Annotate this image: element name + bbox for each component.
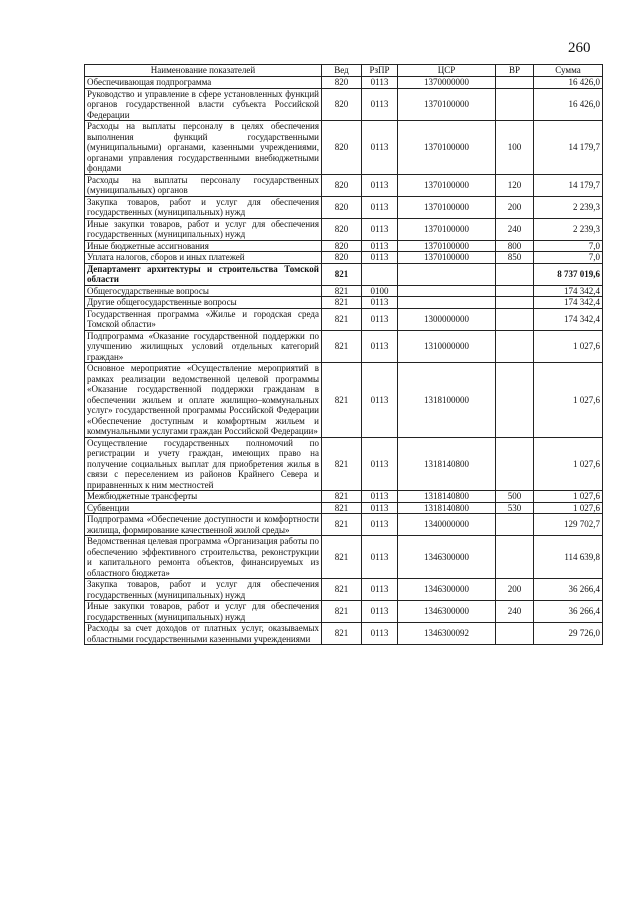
cell-sum: 174 342,4: [534, 285, 603, 297]
cell-sum: 1 027,6: [534, 363, 603, 438]
cell-vr: [496, 514, 534, 536]
cell-csr: 1370100000: [398, 218, 496, 240]
cell-ved: 820: [322, 196, 362, 218]
table-row: [85, 579, 603, 601]
cell-vr: 100: [496, 121, 534, 175]
cell-ved: 821: [322, 437, 362, 491]
cell-sum: 129 702,7: [534, 514, 603, 536]
budget-table: [84, 64, 603, 645]
cell-vr: [496, 330, 534, 363]
table-row: [85, 491, 603, 503]
cell-rzpr: 0113: [362, 297, 398, 309]
cell-vr: [496, 285, 534, 297]
cell-ved: 821: [322, 536, 362, 579]
cell-csr: 1300000000: [398, 308, 496, 330]
cell-sum: 2 239,3: [534, 218, 603, 240]
cell-rzpr: 0113: [362, 218, 398, 240]
table-row: [85, 252, 603, 264]
cell-ved: 821: [322, 285, 362, 297]
cell-rzpr: 0113: [362, 601, 398, 623]
cell-rzpr: 0113: [362, 363, 398, 438]
cell-sum: 1 027,6: [534, 491, 603, 503]
cell-ved: 821: [322, 579, 362, 601]
table-header-row: [85, 65, 603, 77]
cell-ved: 821: [322, 330, 362, 363]
cell-sum: 1 027,6: [534, 330, 603, 363]
cell-ved: 821: [322, 514, 362, 536]
cell-vr: 240: [496, 218, 534, 240]
cell-ved: 821: [322, 297, 362, 309]
cell-sum: 114 639,8: [534, 536, 603, 579]
table-row: [85, 437, 603, 491]
cell-ved: 821: [322, 308, 362, 330]
cell-csr: 1318140800: [398, 491, 496, 503]
cell-csr: 1370100000: [398, 196, 496, 218]
cell-csr: 1318140800: [398, 502, 496, 514]
cell-name: Закупка товаров, работ и услуг для обеспечения государственных (муниципальных) нужд: [85, 579, 322, 601]
table-row: [85, 623, 603, 645]
cell-sum: 14 179,7: [534, 174, 603, 196]
table-row: [85, 536, 603, 579]
table-row: [85, 502, 603, 514]
cell-name: Общегосударственные вопросы: [85, 285, 322, 297]
cell-vr: 500: [496, 491, 534, 503]
cell-rzpr: 0113: [362, 240, 398, 252]
cell-csr: 1318100000: [398, 363, 496, 438]
table-row: [85, 285, 603, 297]
cell-rzpr: 0113: [362, 623, 398, 645]
table-row: [85, 77, 603, 89]
table-row: [85, 121, 603, 175]
cell-name: Подпрограмма «Оказание государственной поддержки по улучшению жилищных условий отдельных категорий граждан»: [85, 330, 322, 363]
cell-sum: 2 239,3: [534, 196, 603, 218]
cell-vr: [496, 363, 534, 438]
cell-ved: 820: [322, 240, 362, 252]
cell-csr: [398, 297, 496, 309]
cell-name: Государственная программа «Жилье и городская среда Томской области»: [85, 308, 322, 330]
cell-ved: 821: [322, 601, 362, 623]
header-rzpr: РзПР: [362, 65, 398, 77]
cell-csr: 1370100000: [398, 88, 496, 121]
cell-ved: 820: [322, 218, 362, 240]
cell-ved: 820: [322, 174, 362, 196]
cell-sum: 8 737 019,6: [534, 263, 603, 285]
cell-rzpr: 0113: [362, 330, 398, 363]
cell-name: Обеспечивающая подпрограмма: [85, 77, 322, 89]
cell-csr: 1346300000: [398, 536, 496, 579]
cell-csr: 1370100000: [398, 121, 496, 175]
cell-ved: 821: [322, 263, 362, 285]
cell-name: Уплата налогов, сборов и иных платежей: [85, 252, 322, 264]
table-row: [85, 330, 603, 363]
cell-name: Основное мероприятие «Осуществление мероприятий в рамках реализации ведомственной целевой программы «Оказание государственной поддержки гражданам в обеспечении жильем и оплате жилищно–коммунальных услуг» государственной программы Российской Федерации «Обеспечение доступным и комфортным жильем и коммунальными услугами граждан Российской Федерации»: [85, 363, 322, 438]
cell-name: Руководство и управление в сфере установленных функций органов государственной власти субъекта Российской Федерации: [85, 88, 322, 121]
cell-sum: 1 027,6: [534, 502, 603, 514]
cell-rzpr: 0113: [362, 308, 398, 330]
cell-vr: [496, 88, 534, 121]
cell-vr: 850: [496, 252, 534, 264]
cell-csr: 1346300000: [398, 601, 496, 623]
cell-sum: 7,0: [534, 252, 603, 264]
cell-rzpr: 0113: [362, 88, 398, 121]
cell-sum: 14 179,7: [534, 121, 603, 175]
cell-name: Субвенции: [85, 502, 322, 514]
cell-vr: [496, 536, 534, 579]
cell-rzpr: 0113: [362, 514, 398, 536]
cell-name: Осуществление государственных полномочий по регистрации и учету граждан, имеющих право на получение социальных выплат для приобретения жилья в связи с переселением из районов Крайнего Севера и приравненных к ним местностей: [85, 437, 322, 491]
cell-sum: 174 342,4: [534, 308, 603, 330]
header-ved: Вед: [322, 65, 362, 77]
cell-ved: 820: [322, 121, 362, 175]
cell-rzpr: 0113: [362, 502, 398, 514]
cell-vr: [496, 263, 534, 285]
cell-ved: 821: [322, 363, 362, 438]
cell-name: Расходы за счет доходов от платных услуг, оказываемых областными государственными казенными учреждениями: [85, 623, 322, 645]
cell-sum: 7,0: [534, 240, 603, 252]
cell-vr: 800: [496, 240, 534, 252]
table-row: [85, 88, 603, 121]
cell-name: Закупка товаров, работ и услуг для обеспечения государственных (муниципальных) нужд: [85, 196, 322, 218]
cell-csr: 1340000000: [398, 514, 496, 536]
cell-sum: 29 726,0: [534, 623, 603, 645]
cell-ved: 821: [322, 623, 362, 645]
cell-ved: 821: [322, 502, 362, 514]
cell-sum: 16 426,0: [534, 88, 603, 121]
cell-rzpr: 0113: [362, 174, 398, 196]
cell-rzpr: 0113: [362, 77, 398, 89]
cell-name: Департамент архитектуры и строительства Томской области: [85, 263, 322, 285]
cell-name: Межбюджетные трансферты: [85, 491, 322, 503]
cell-vr: [496, 308, 534, 330]
cell-csr: [398, 263, 496, 285]
cell-sum: 36 266,4: [534, 601, 603, 623]
header-vr: ВР: [496, 65, 534, 77]
cell-csr: 1346300000: [398, 579, 496, 601]
cell-rzpr: 0113: [362, 196, 398, 218]
table-row: [85, 240, 603, 252]
cell-rzpr: 0113: [362, 579, 398, 601]
cell-ved: 820: [322, 77, 362, 89]
cell-name: Иные бюджетные ассигнования: [85, 240, 322, 252]
cell-vr: [496, 437, 534, 491]
cell-name: Другие общегосударственные вопросы: [85, 297, 322, 309]
header-csr: ЦСР: [398, 65, 496, 77]
cell-csr: 1370000000: [398, 77, 496, 89]
table-row: [85, 297, 603, 309]
table-row: [85, 363, 603, 438]
cell-rzpr: 0100: [362, 285, 398, 297]
cell-rzpr: 0113: [362, 121, 398, 175]
table-row: [85, 308, 603, 330]
cell-name: Расходы на выплаты персоналу государственных (муниципальных) органов: [85, 174, 322, 196]
table-row: [85, 174, 603, 196]
cell-rzpr: 0113: [362, 252, 398, 264]
cell-csr: 1370100000: [398, 174, 496, 196]
cell-rzpr: 0113: [362, 491, 398, 503]
cell-ved: 821: [322, 491, 362, 503]
header-sum: Сумма: [534, 65, 603, 77]
cell-vr: [496, 297, 534, 309]
page-number: 260: [568, 40, 591, 56]
cell-vr: 200: [496, 196, 534, 218]
cell-vr: 240: [496, 601, 534, 623]
cell-sum: 36 266,4: [534, 579, 603, 601]
cell-csr: 1370100000: [398, 240, 496, 252]
table-row: [85, 218, 603, 240]
cell-vr: [496, 77, 534, 89]
cell-name: Иные закупки товаров, работ и услуг для обеспечения государственных (муниципальных) нужд: [85, 218, 322, 240]
cell-rzpr: 0113: [362, 536, 398, 579]
cell-csr: 1370100000: [398, 252, 496, 264]
table-row: [85, 196, 603, 218]
cell-sum: 1 027,6: [534, 437, 603, 491]
cell-ved: 820: [322, 252, 362, 264]
cell-rzpr: [362, 263, 398, 285]
cell-csr: 1318140800: [398, 437, 496, 491]
cell-ved: 820: [322, 88, 362, 121]
cell-sum: 16 426,0: [534, 77, 603, 89]
cell-vr: 120: [496, 174, 534, 196]
cell-rzpr: 0113: [362, 437, 398, 491]
table-row: [85, 263, 603, 285]
cell-name: Иные закупки товаров, работ и услуг для обеспечения государственных (муниципальных) нужд: [85, 601, 322, 623]
cell-csr: [398, 285, 496, 297]
cell-vr: 530: [496, 502, 534, 514]
cell-name: Расходы на выплаты персоналу в целях обеспечения выполнения функций государственными (муниципальными) органами, казенными учреждениями, органами управления государственными внебюджетными фондами: [85, 121, 322, 175]
cell-csr: 1346300092: [398, 623, 496, 645]
cell-vr: 200: [496, 579, 534, 601]
cell-name: Ведомственная целевая программа «Организация работы по обеспечению эффективного строительства, реконструкции и капитального ремонта объектов, финансируемых из областного бюджета»: [85, 536, 322, 579]
cell-sum: 174 342,4: [534, 297, 603, 309]
cell-name: Подпрограмма «Обеспечение доступности и комфортности жилища, формирование качественной жилой среды»: [85, 514, 322, 536]
cell-csr: 1310000000: [398, 330, 496, 363]
header-name: Наименование показателей: [85, 65, 322, 77]
cell-vr: [496, 623, 534, 645]
table-row: [85, 514, 603, 536]
table-row: [85, 601, 603, 623]
